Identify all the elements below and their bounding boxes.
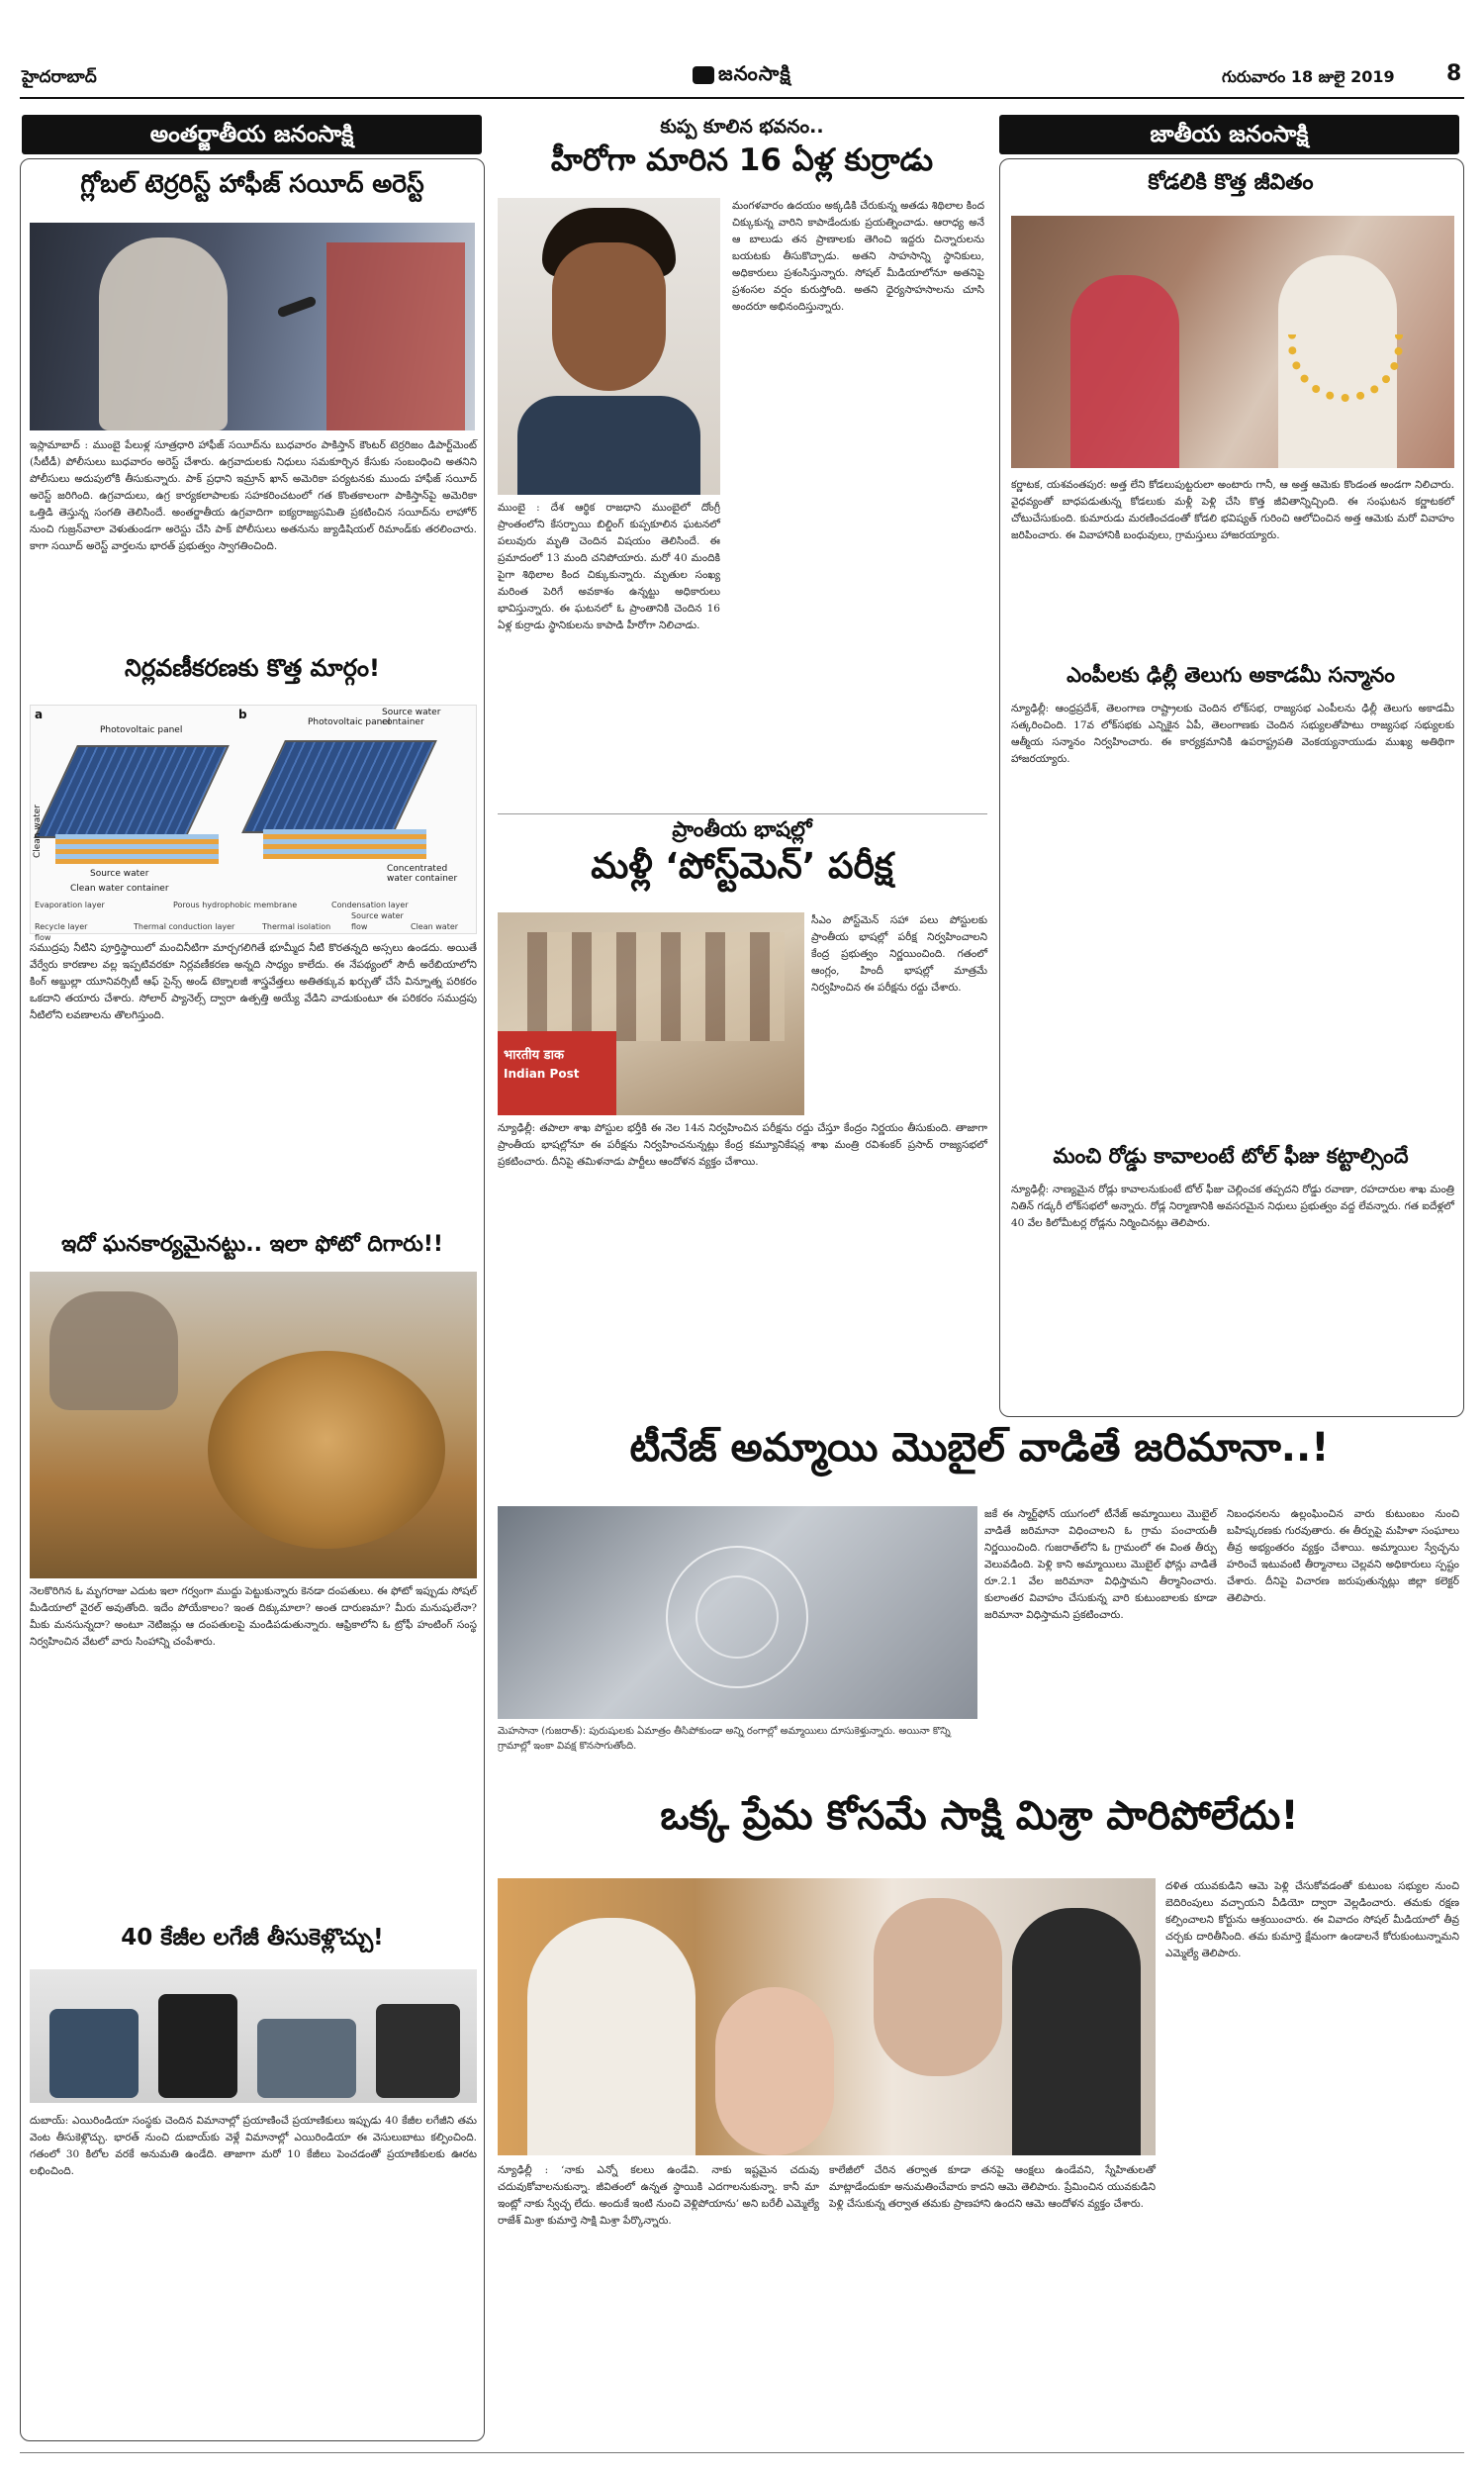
microphone-icon	[276, 295, 317, 318]
article-teen-mobile-b: నిబంధనలను ఉల్లంఘించిన వారు కుటుంబం నుంచి బహిష్కరణకు గురవుతారు. ఈ తీర్పుపై మహిళా సంఘాలు తీవ్ర అభ్యంతరం వ్యక్తం చేశాయి. అమ్మాయిల స్వేచ్ఛను హరించే ఇటువంటి తీర్మానాలు చెల్లవని అధికారులు స్పష్టం చేశారు. దీనిపై విచారణ జరుపుతున్నట్లు జిల్లా కలెక్టర్‌ తెలిపారు.	[1227, 1508, 1459, 1604]
couple-silhouette	[49, 1291, 178, 1410]
headline-luggage: 40 కేజీల లగేజీ తీసుకెళ్లొచ్చు!	[121, 1925, 384, 1951]
suitcase	[49, 2009, 139, 2098]
photo-luggage	[30, 1969, 477, 2103]
section-banner-national	[999, 115, 1459, 154]
photo-exam-hall	[498, 912, 804, 1115]
article-postman-b: న్యూఢిల్లీ: తపాలా శాఖ పోస్టుల భర్తీకి ఈ నెల 14న నిర్వహించిన పరీక్షను రద్దు చేస్తూ కేంద్రం నిర్ణయం తీసుకుంది. తాజాగా ప్రాంతీయ భాషల్లోనూ ఈ పరీక్షను నిర్వహించనున్నట్లు కేంద్ర కమ్యూనికేషన్ల శాఖ మంత్రి రవిశంకర్‌ ప్రసాద్‌ రాజ్యసభలో ప్రకటించారు. దీనిపై తమిళనాడు పార్టీలు ఆందోళన వ్యక్తం చేశాయి.	[498, 1122, 987, 1168]
diagram-label-concentrated: Concentrated water container	[387, 864, 458, 884]
section-title: అంతర్జాతీయ జనంసాక్షి	[149, 122, 354, 147]
masthead-city: హైదరాబాద్	[22, 67, 97, 87]
suitcase	[376, 2004, 460, 2098]
legend-item: Source water flow	[351, 911, 404, 931]
article-postman-a: సీఎం పోస్ట్‌మెన్‌ సహా పలు పోస్టులకు ప్రాంతీయ భాషల్లో పరీక్ష నిర్వహించాలని కేంద్ర ప్రభుత్వం నిర్ణయించింది. గతంలో ఆంగ్లం, హిందీ భాషల్లో మాత్రమే నిర్వహించిన ఈ పరీక్షను రద్దు చేశారు.	[811, 914, 987, 994]
layer-stack-b	[263, 829, 426, 859]
article-desalination: సముద్రపు నీటిని పూర్తిస్థాయిలో మంచినీటిగా మార్చగలిగితే భూమ్మీద నీటి కొరతన్నది అస్సలు ఉండదు. అయితే వేర్వేరు కారణాల వల్ల ఇప్పటివరకూ నిర్లవణీకరణ అన్నది సాధ్యం కాలేదు. ఈ నేపథ్యంలో సౌదీ అరేబియాలోని కింగ్‌ అబ్దుల్లా యూనివర్సిటీ ఆఫ్‌ సైన్స్‌ అండ్‌ టెక్నాలజీ శాస్త్రవేత్తలు అతితక్కువ ఖర్చుతో చేసే విన్నూత్న పరికరం ఒకదాని తయారు చేశారు. సోలార్‌ ప్యానెల్స్‌ ద్వారా ఉత్పత్తి అయ్యే వేడిని వాడుకుంటూ ఈ పరికరం సముద్రపు నీటిలోని లవణాలను తొలగిస్తుంది.	[30, 942, 477, 1021]
section-title: జాతీయ జనంసాక్షి	[1150, 122, 1309, 147]
diagram-label-clean-container: Clean water container	[70, 884, 169, 894]
solar-panel-b	[241, 740, 437, 833]
students-row	[527, 932, 785, 1041]
solar-panel-a	[34, 745, 230, 838]
person-silhouette	[99, 238, 228, 430]
suitcase	[257, 2019, 356, 2098]
photo-sakshi-mishra	[498, 1878, 1156, 2155]
photo-cracked-phone	[498, 1506, 977, 1719]
legend-item: Condensation layer	[331, 901, 409, 909]
article-lion-photo: నెలకొరిగిన ఓ మృగరాజు ఎదుట ఇలా గర్వంగా ముద్దు పెట్టుకున్నారు కెనడా దంపతులు. ఈ ఫోటో ఇప్పుడు సోషల్‌ మీడియాలో వైరల్‌ అవుతోంది. ఇదేం పోయేకాలం? ఇంత దిక్కుమాలా? అంత దారుణమా? మీరు మనుషులేనా? మీకు మనసున్నదా? అంటూ నెటిజన్లు ఆ దంపతులపై మండిపడుతున్నారు. ఆఫ్రికాలోని ఓ ట్రోఫీ హంటింగ్‌ సంస్థ నిర్వహించిన వేటలో వారు సింహాన్ని చంపేశారు.	[30, 1585, 477, 1648]
diagram-label-pv: Photovoltaic panel	[100, 725, 183, 735]
masthead-date: గురువారం 18 జులై 2019	[1222, 67, 1395, 86]
logo-icon	[693, 66, 714, 84]
headline-sakshi-mishra: ఒక్క ప్రేమ కోసమే సాక్షి మిశ్రా పారిపోలేదు!	[660, 1793, 1299, 1839]
suitcase	[158, 1994, 237, 2098]
layer-stack-a	[55, 834, 219, 864]
badge-english-text: Indian Post	[504, 1067, 580, 1081]
badge-hindi-text: भारतीय डाक	[504, 1048, 564, 1063]
boy-face	[552, 242, 666, 391]
headline-teen-mobile-fine: టీనేజ్‌ అమ్మాయి మొబైల్‌ వాడితే జరిమానా..!	[629, 1425, 1330, 1471]
page-number: 8	[1446, 61, 1462, 86]
man-figure	[1012, 1908, 1141, 2155]
diagram-label-pv-b: Photovoltaic panel	[308, 717, 391, 727]
photo-hafiz-saeed	[30, 223, 475, 430]
couple-figure	[874, 1898, 1002, 2076]
diagram-label-b: b	[238, 708, 247, 721]
article-hero-boy-a: ముంబై : దేశ ఆర్థిక రాజధాని ముంబైలో దోంగ్రీ ప్రాంతంలోని కేసర్బాయి బిల్డింగ్‌ కుప్పకూలిన ఘటనలో పలువురు మృతి చెందిన విషయం తెలిసిందే. ఈ ప్రమాదంలో 13 మంది చనిపోయారు. మరో 40 మందికి పైగా శిథిలాల కింద చిక్కుకున్నారు. మృతుల సంఖ్య మరింత పెరిగే అవకాశం ఉన్నట్టు అధికారులు భావిస్తున్నారు. ఈ ఘటనలో ఓ ప్రాంతానికి చెందిన 16 ఏళ్ల కుర్రాడు స్థానికులను కాపాడి హీరోగా నిలిచాడు.	[498, 502, 720, 631]
crack-ring	[696, 1575, 779, 1659]
article-hero-boy-b: మంగళవారం ఉదయం అక్కడికి చేరుకున్న అతడు శిథిలాల కింద చిక్కుకున్న వారిని కాపాడేందుకు ప్రయత్నించాడు. ఆరాధ్య అనే ఆ బాలుడు తన ప్రాణాలకు తెగించి ఇద్దరు చిన్నారులను బయటకు తీసుకొచ్చాడు. అతని సాహసాన్ని స్థానికులు, అధికారులు ప్రశంసిస్తున్నారు. సోషల్‌ మీడియాలోనూ అతనిపై ప్రశంసల వర్షం కురుస్తోంది. అతని ధైర్యసాహసాలను చూసి అందరూ అభినందిస్తున్నారు.	[732, 200, 984, 313]
article-sakshi-b: కాలేజీలో చేరిన తర్వాత కూడా తనపై ఆంక్షలు ఉండేవని, స్నేహితులతో మాట్లాడేందుకూ అనుమతించేవారు కాదని ఆమె తెలిపారు. ప్రేమించిన యువకుడిని పెళ్లి చేసుకున్న తర్వాత తమకు ప్రాణహాని ఉందని ఆమె ఆందోళన వ్యక్తం చేశారు.	[829, 2164, 1156, 2210]
masthead-logo	[693, 61, 791, 90]
diagram-label-clean-water: Clean water	[33, 805, 43, 859]
diagram-desalination	[30, 705, 477, 942]
girl-face	[715, 1987, 834, 2155]
logo-text: జనంసాక్షి	[718, 61, 791, 85]
footer-rule	[20, 2452, 1464, 2453]
legend-item: Evaporation layer	[35, 901, 105, 909]
article-toll-fee: న్యూఢిల్లీ: నాణ్యమైన రోడ్లు కావాలనుకుంటే టోల్‌ ఫీజు చెల్లించక తప్పదని రోడ్డు రవాణా, రహదారుల శాఖ మంత్రి నితిన్‌ గడ్కరీ లోక్‌సభలో అన్నారు. రోడ్ల నిర్మాణానికి అవసరమైన నిధులు ప్రభుత్వం వద్ద లేవన్నారు. గత ఐదేళ్లలో 40 వేల కిలోమీటర్ల రోడ్లను నిర్మించినట్లు తెలిపారు.	[1011, 1184, 1454, 1229]
legend-item: Porous hydrophobic membrane	[173, 901, 298, 909]
diagram-legend	[35, 900, 472, 943]
article-teen-mobile-a: జకే ఈ స్మార్ట్‌ఫోన్‌ యుగంలో టీనేజ్‌ అమ్మాయిలు మొబైల్‌ వాడితే జరిమానా విధించాలని ఓ గ్రామ పంచాయతీ నిర్ణయించింది. గుజరాత్‌లోని ఓ గ్రామంలో ఈ వింత తీర్పు వెలువడింది. పెళ్లి కాని అమ్మాయిలు మొబైల్‌ ఫోన్లు వాడితే రూ.2.1 వేల జరిమానా విధిస్తామని తీర్మానించారు. కులాంతర వివాహం చేసుకున్న వారి కుటుంబాలకు కూడా జరిమానా విధిస్తామని ప్రకటించారు.	[984, 1508, 1217, 1621]
headline-daughter-in-law: కోడలికి కొత్త జీవితం	[1148, 170, 1314, 195]
headline-toll-fee: మంచి రోడ్డు కావాలంటే టోల్‌ ఫీజు కట్టాల్సిందే	[1053, 1144, 1409, 1168]
caption-teen-mobile: మెహసానా (గుజరాత్‌): పురుషులకు ఏమాత్రం తీసిపోకుండా అన్ని రంగాల్లో అమ్మాయిలు దూసుకెళ్తున్నారు. అయినా కొన్ని గ్రామాల్లో ఇంకా వివక్ష కొనసాగుతోంది.	[498, 1726, 951, 1752]
headline-desalination: నిర్లవణీకరణకు కొత్త మార్గం!	[125, 654, 380, 682]
article-sakshi-c: దళిత యువకుడిని ఆమె పెళ్లి చేసుకోవడంతో కుటుంబ సభ్యుల నుంచి బెదిరింపులు వచ్చాయని వీడియో ద్వారా వెల్లడించారు. తమకు రక్షణ కల్పించాలని కోర్టును ఆశ్రయించారు. ఈ వివాదం సోషల్‌ మీడియాలో తీవ్ర చర్చకు దారితీసింది. తమ కుమార్తె క్షేమంగా ఉండాలనే కోరుకుంటున్నామని ఎమ్మెల్యే తెలిపారు.	[1165, 1880, 1459, 1959]
diagram-label-a: a	[35, 708, 44, 721]
article-luggage: దుబాయ్‌: ఎయిరిండియా సంస్థకు చెందిన విమానాల్లో ప్రయాణించే ప్రయాణికులు ఇప్పుడు 40 కేజీల లగేజీని తమ వెంట తీసుకెళ్లొచ్చు. భారత్‌ నుంచి దుబాయ్‌కు వెళ్లే విమానాల్లో ఎయిరిండియా ఈ వెసులుబాటు కల్పించింది. గతంలో 30 కిలోల వరకే అనుమతి ఉండేది. తాజాగా మరో 10 కేజీలు పెంచడంతో ప్రయాణికులకు ఊరట లభించింది.	[30, 2115, 477, 2177]
photo-wedding	[1011, 216, 1454, 468]
headline-mp-felicitation: ఎంపీలకు ఢిల్లీ తెలుగు అకాడమీ సన్మానం	[1067, 663, 1395, 687]
section-banner-international	[22, 115, 482, 154]
divider	[498, 813, 987, 814]
article-mp-felicitation: న్యూఢిల్లీ: ఆంధ్రప్రదేశ్‌, తెలంగాణ రాష్ట్రాలకు చెందిన లోక్‌సభ, రాజ్యసభ ఎంపీలను ఢిల్లీ తెలుగు అకాడమీ సత్కరించింది. 17వ లోక్‌సభకు ఎన్నికైన ఏపీ, తెలంగాణకు చెందిన సభ్యులతోపాటు రాజ్యసభ సభ్యులకు ఆత్మీయ సన్మానం నిర్వహించారు. ఈ కార్యక్రమానికి ఉపరాష్ట్రపతి వెంకయ్యనాయుడు ముఖ్య అతిథిగా హాజరయ్యారు.	[1011, 703, 1454, 765]
diagram-label-source-container: Source water container	[382, 708, 441, 727]
kicker-building-collapse: కుప్ప కూలిన భవనం..	[660, 116, 824, 138]
lion-mane	[208, 1351, 445, 1549]
article-daughter-in-law: కర్ణాటక, యశవంతపుర: అత్త లేని కోడలుపుట్టరులా అంటారు గానీ, ఆ అత్త ఆమెకు కొండంత అండగా నిలిచారు. వైధవ్యంతో బాధపడుతున్న కోడలుకు మళ్లీ పెళ్లి చేసి కొత్త జీవితాన్నిచ్చింది. ఈ సంఘటన కర్ణాటకలో చోటుచేసుకుంది. కుమారుడు మరణించడంతో కోడలి భవిష్యత్‌ గురించి ఆలోచించిన అత్త ఆమెకు మరో వివాహం జరిపించారు. ఈ వివాహానికి బంధువులు, గ్రామస్తులు హాజరయ్యారు.	[1011, 479, 1454, 541]
legend-item: Thermal conduction layer	[134, 922, 235, 931]
politician-figure	[527, 1918, 696, 2155]
headline-lion-photo: ఇదో ఘనకార్యమైనట్టు.. ఇలా ఫోటో దిగారు!!	[61, 1232, 443, 1257]
legend-item: Clean water flow	[35, 922, 459, 942]
legend-item: Recycle layer	[35, 922, 88, 931]
kicker-regional-languages: ప్రాంతీయ భాషల్లో	[672, 817, 812, 841]
photo-lion-couple	[30, 1272, 477, 1578]
india-post-badge	[498, 1031, 616, 1115]
backdrop-banner	[326, 242, 465, 430]
headline-hafiz-arrest: గ్లోబల్‌ టెర్రరిస్ట్‌ హాఫీజ్‌ సయీద్‌ అరెస్ట్‌	[80, 169, 424, 198]
boy-shirt	[517, 396, 700, 495]
headline-postman-exam: మళ్లీ ‘పోస్ట్‌మెన్‌’ పరీక్ష	[591, 846, 893, 887]
legend-item: Thermal isolation	[262, 922, 331, 931]
bride-figure	[1070, 275, 1179, 468]
article-hafiz-arrest: ఇస్లామాబాద్‌ : ముంబై పేలుళ్ల సూత్రధారి హాఫీజ్‌ సయీద్‌ను బుధవారం పాకిస్తాన్‌ కౌంటర్‌ టెర్రరిజం డిపార్ట్‌మెంట్‌ (సీటీడీ) పోలీసులు బుధవారం అరెస్ట్‌ చేశారు. ఉగ్రవాదులకు నిధులు సమకూర్చిన కేసుకు సంబంధించి అతనిని పోలీసులు అదుపులోకి తీసుకున్నారు. పాక్‌ ప్రధాని ఇమ్రాన్‌ ఖాన్‌ అమెరికా పర్యటనకు ముందు హాఫీజ్‌ సయీద్‌ అరెస్ట్‌ జరిగింది. ఉగ్రవాదులు, ఉగ్ర కార్యకలాపాలకు సహకరించటంలో గత కొంతకాలంగా పాకిస్తాన్‌పై అమెరికా ఒత్తిడి తెస్తున్న సంగతి తెలిసిందే. అంతర్జాతీయ ఉగ్రవాదిగా ఐక్యరాజ్యసమితి ప్రకటించిన సయీద్‌ను లాహోర్‌ నుంచి గుజ్రన్‌వాలా వెళుతుండగా అరెస్టు చేసి పాక్‌ పోలీసులు అతనును జ్యుడిషియల్‌ రిమాండ్‌కు తరలించారు. కాగా సయీద్‌ అరెస్ట్‌ వార్తలను భారత్‌ ప్రభుత్వం స్వాగతించింది.	[30, 439, 477, 552]
photo-hero-boy	[498, 198, 720, 495]
headline-hero-boy: హీరోగా మారిన 16 ఏళ్ల కుర్రాడు	[550, 143, 934, 178]
diagram-label-source-water: Source water	[90, 869, 149, 879]
article-sakshi-a: న్యూఢిల్లీ : ‘నాకు ఎన్నో కలలు ఉండేవి. నాకు ఇష్టమైన చదువు చదువుకోవాలనుకున్నా. జీవితంలో ఉన్నత స్థాయికి ఎదగాలనుకున్నా. కానీ మా ఇంట్లో నాకు స్వేచ్ఛ లేదు. అందుకే ఇంటి నుంచి వెళ్లిపోయాను’ అని బరేలీ ఎమ్మెల్యే రాజేశ్‌ మిశ్రా కుమార్తె సాక్షి మిశ్రా పేర్కొన్నారు.	[498, 2164, 819, 2227]
masthead-rule	[20, 97, 1464, 99]
